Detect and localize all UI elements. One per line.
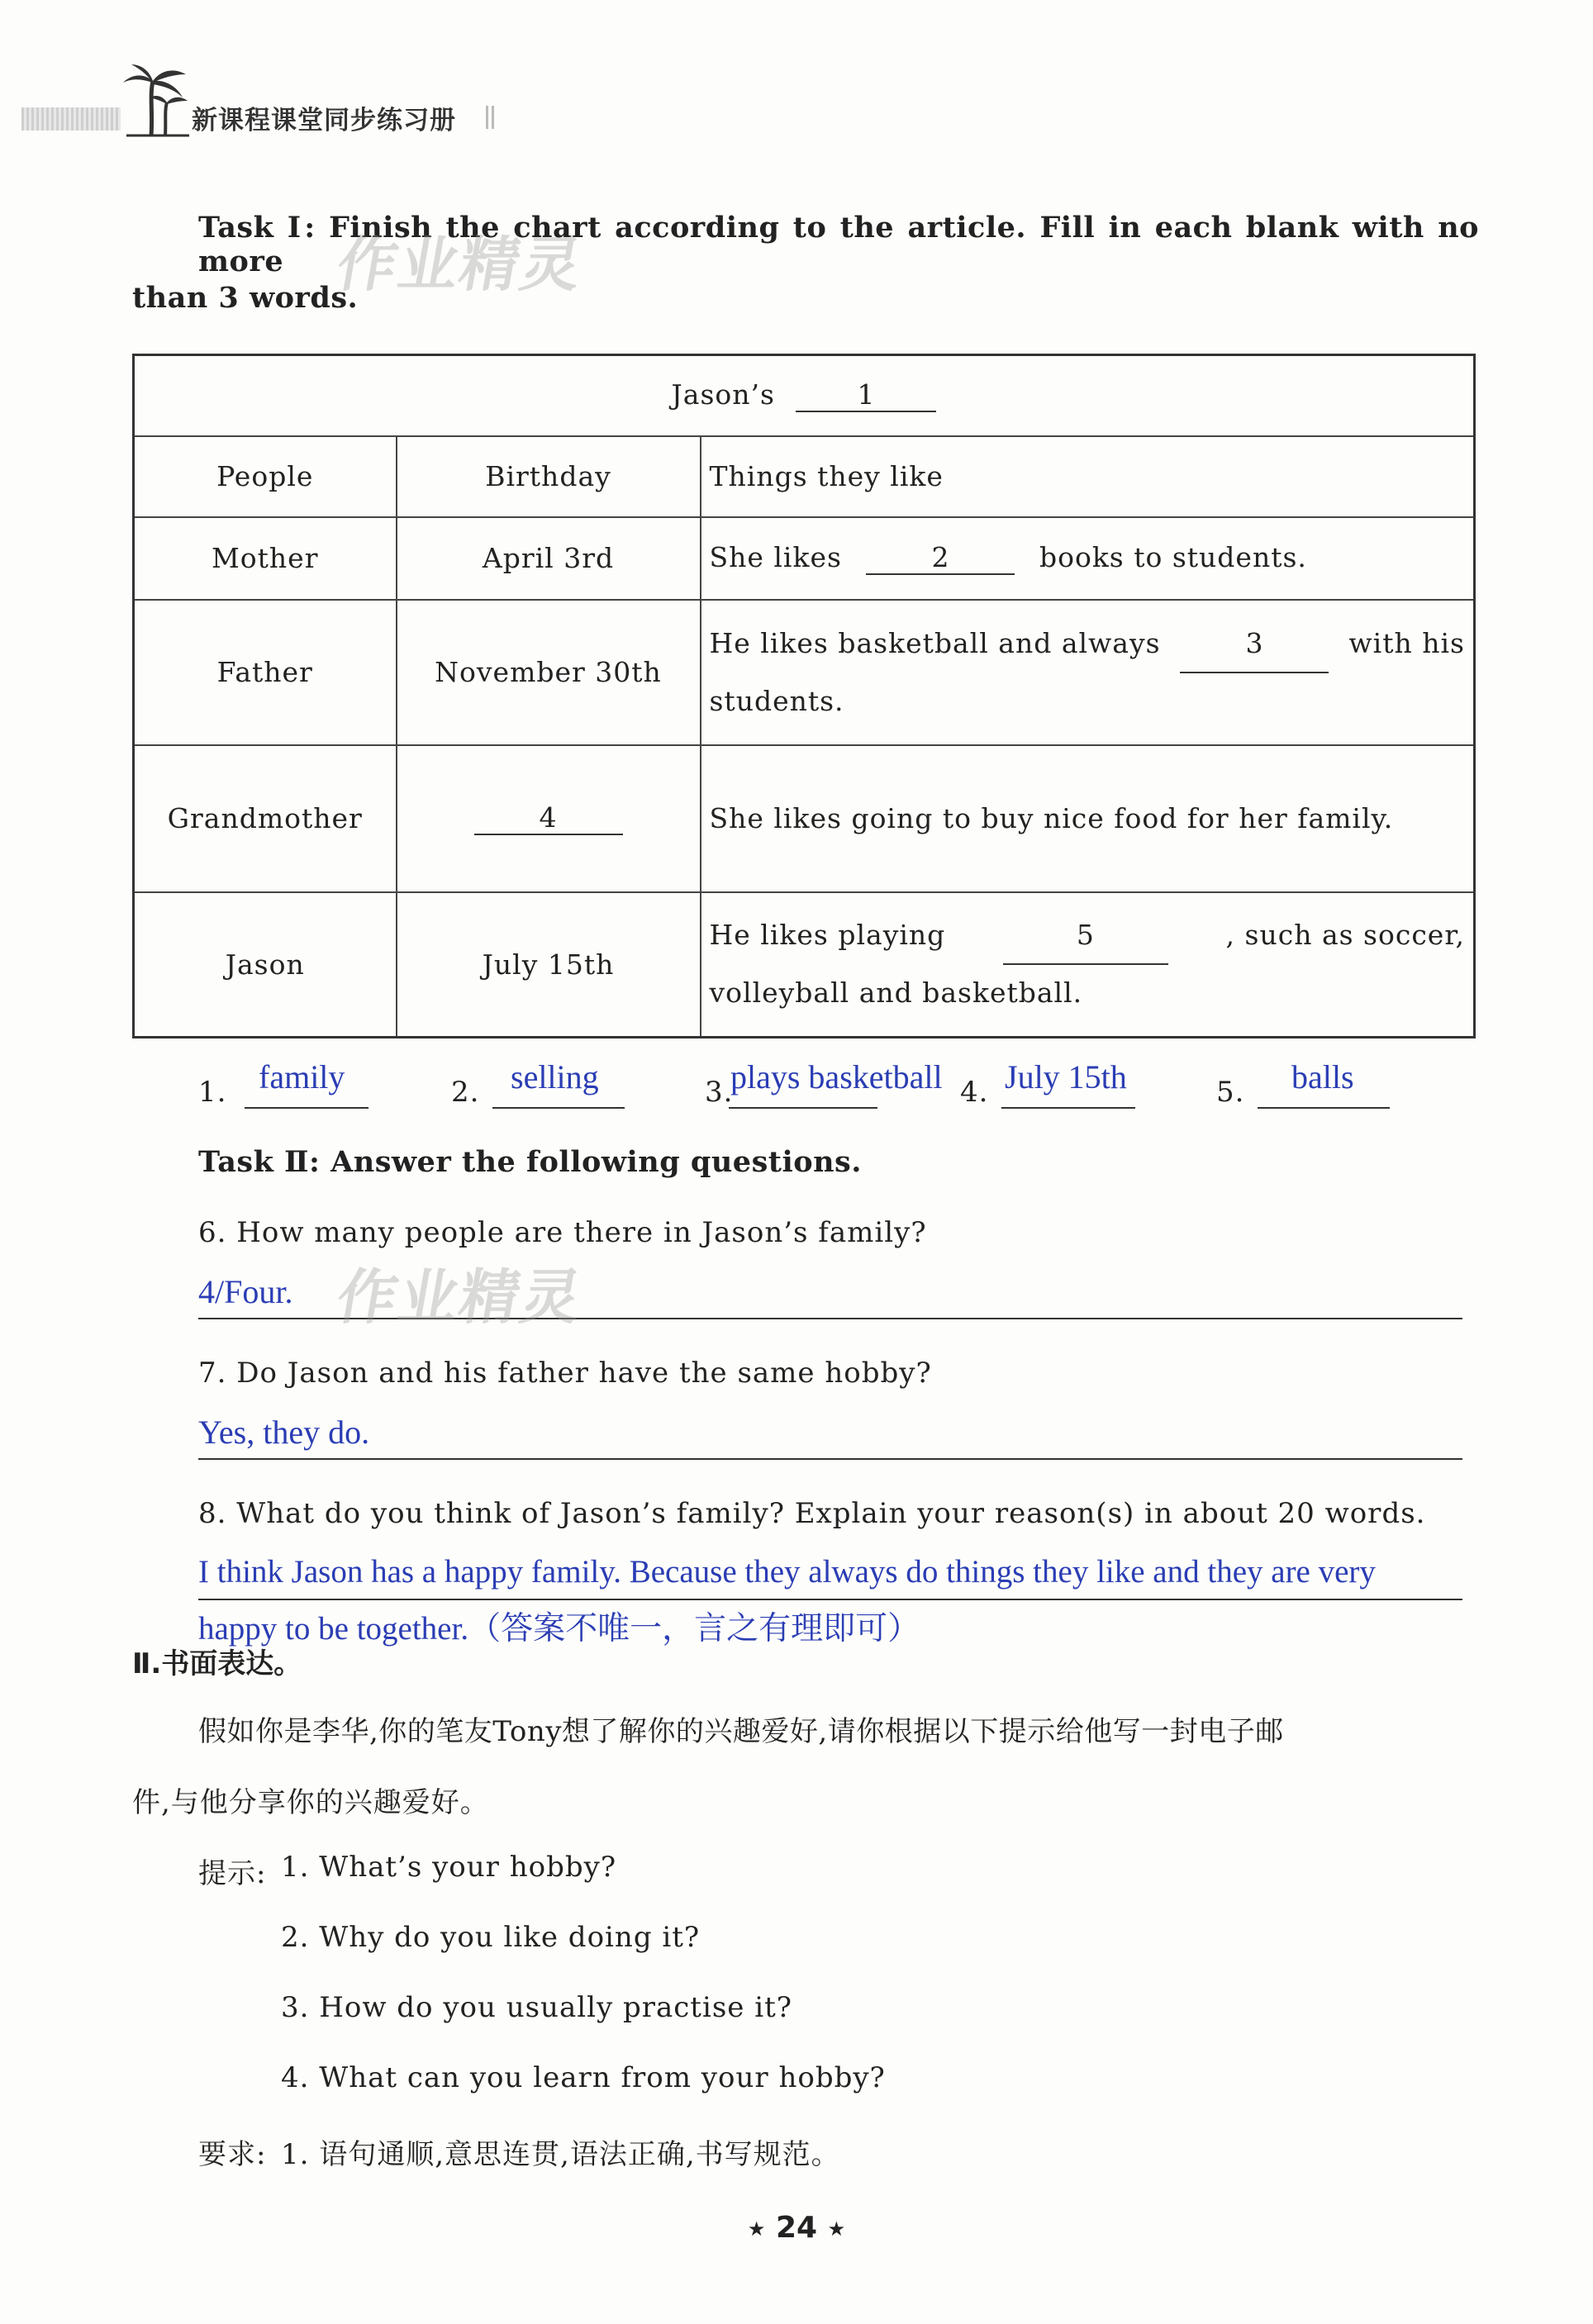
answer-3: plays basketball <box>730 1058 943 1095</box>
writing-instructions-line1: 假如你是李华,你的笔友Tony想了解你的兴趣爱好,请你根据以下提示给他写一封电子邮 <box>198 1715 1284 1748</box>
watermark: 作业精灵 <box>331 230 589 299</box>
answer-line-1 <box>245 1107 369 1109</box>
answer-num-1: 1. <box>198 1076 227 1109</box>
hint-3: 3. How do you usually practise it? <box>281 1991 792 2024</box>
answer-7: Yes, they do. <box>198 1414 370 1451</box>
answer-8-line1: I think Jason has a happy family. Because they always do things they like and they are very <box>198 1554 1376 1590</box>
cell-people: Mother <box>134 517 397 600</box>
likes-text: books to students. <box>1039 541 1307 573</box>
hint-4: 4. What can you learn from your hobby? <box>281 2061 886 2094</box>
task2-title: Task Ⅱ: Answer the following questions. <box>198 1145 862 1179</box>
likes-text: with his <box>1348 626 1465 659</box>
table-row <box>134 517 1475 600</box>
cell-people: Grandmother <box>134 745 397 892</box>
cell-birthday: July 15th <box>397 892 701 1038</box>
star-icon: ★ <box>747 2217 766 2241</box>
cell-birthday <box>397 745 701 892</box>
cell-likes <box>701 517 1475 600</box>
watermark: 作业精灵 <box>331 1262 589 1332</box>
answer-num-3: 3. <box>705 1076 734 1109</box>
table-row <box>134 892 1475 1038</box>
cell-birthday: April 3rd <box>397 517 701 600</box>
task1-title: Task Ⅰ: Finish the chart according to the article. Fill in each blank with no more <box>198 211 1479 278</box>
header-birthday: Birthday <box>397 436 701 517</box>
cell-likes <box>701 600 1475 745</box>
writing-instructions-line2: 件,与他分享你的兴趣爱好。 <box>132 1786 489 1819</box>
likes-text: She likes <box>709 541 842 573</box>
answer-num-5: 5. <box>1216 1076 1245 1109</box>
likes-text-line2: volleyball and basketball. <box>709 977 1083 1010</box>
answer-6: 4/Four. <box>198 1273 293 1310</box>
blank-2: 2 <box>866 541 1015 575</box>
hint-1: 1. What’s your hobby? <box>281 1851 617 1884</box>
book-title: 新课程课堂同步练习册 <box>192 106 456 135</box>
question-6: 6. How many people are there in Jason’s family? <box>198 1216 927 1249</box>
answer-5: balls <box>1291 1058 1354 1095</box>
page-number-text: 24 <box>775 2211 818 2245</box>
likes-text: He likes basketball and always <box>709 626 1161 659</box>
cell-likes <box>701 892 1475 1038</box>
answer-1: family <box>259 1058 345 1095</box>
palm-tree-icon <box>120 63 190 137</box>
header-stripe-right <box>486 106 497 129</box>
star-icon: ★ <box>827 2217 846 2241</box>
answer-line-7 <box>198 1458 1462 1460</box>
likes-text-line2: students. <box>709 684 844 717</box>
blank-5: 5 <box>1003 907 1168 965</box>
answer-line-8 <box>198 1599 1462 1600</box>
blank-1: 1 <box>796 378 936 412</box>
table-row <box>134 745 1475 892</box>
requirements-label: 要求: <box>198 2138 267 2171</box>
answer-4: July 15th <box>1005 1058 1127 1095</box>
answer-num-4: 4. <box>960 1076 989 1109</box>
cell-likes: She likes going to buy nice food for her family. <box>701 745 1475 892</box>
answer-2: selling <box>511 1058 599 1095</box>
cell-people: Jason <box>134 892 397 1038</box>
question-7: 7. Do Jason and his father have the same hobby? <box>198 1357 932 1390</box>
header-things-they-like: Things they like <box>701 436 1475 517</box>
answer-line-4 <box>1001 1107 1135 1109</box>
blank-3: 3 <box>1180 615 1329 673</box>
answer-num-2: 2. <box>451 1076 480 1109</box>
header-stripe <box>21 107 121 131</box>
chart-title <box>134 355 1475 436</box>
cell-birthday: November 30th <box>397 600 701 745</box>
answer-line-3 <box>729 1107 877 1109</box>
blank-4: 4 <box>474 801 623 835</box>
table-row <box>134 600 1475 745</box>
page-number <box>0 2211 1593 2245</box>
cell-people: Father <box>134 600 397 745</box>
header-people: People <box>134 436 397 517</box>
writing-heading: Ⅱ.书面表达。 <box>132 1647 302 1680</box>
requirement-1: 1. 语句通顺,意思连贯,语法正确,书写规范。 <box>281 2138 840 2171</box>
info-chart <box>132 354 1476 1038</box>
answer-line-5 <box>1258 1107 1390 1109</box>
answer-line-2 <box>492 1107 625 1109</box>
likes-text: , such as soccer, <box>1225 919 1465 952</box>
question-8: 8. What do you think of Jason’s family? Explain your reason(s) in about 20 words. <box>198 1497 1426 1530</box>
task1-title-cont: than 3 words. <box>132 281 359 315</box>
chart-title-text: Jason’s <box>671 378 775 411</box>
hints-label: 提示: <box>198 1857 267 1890</box>
hint-2: 2. Why do you like doing it? <box>281 1921 701 1954</box>
answer-8-line2: happy to be together.（答案不唯一，言之有理即可） <box>198 1611 920 1647</box>
likes-text: He likes playing <box>709 919 946 952</box>
